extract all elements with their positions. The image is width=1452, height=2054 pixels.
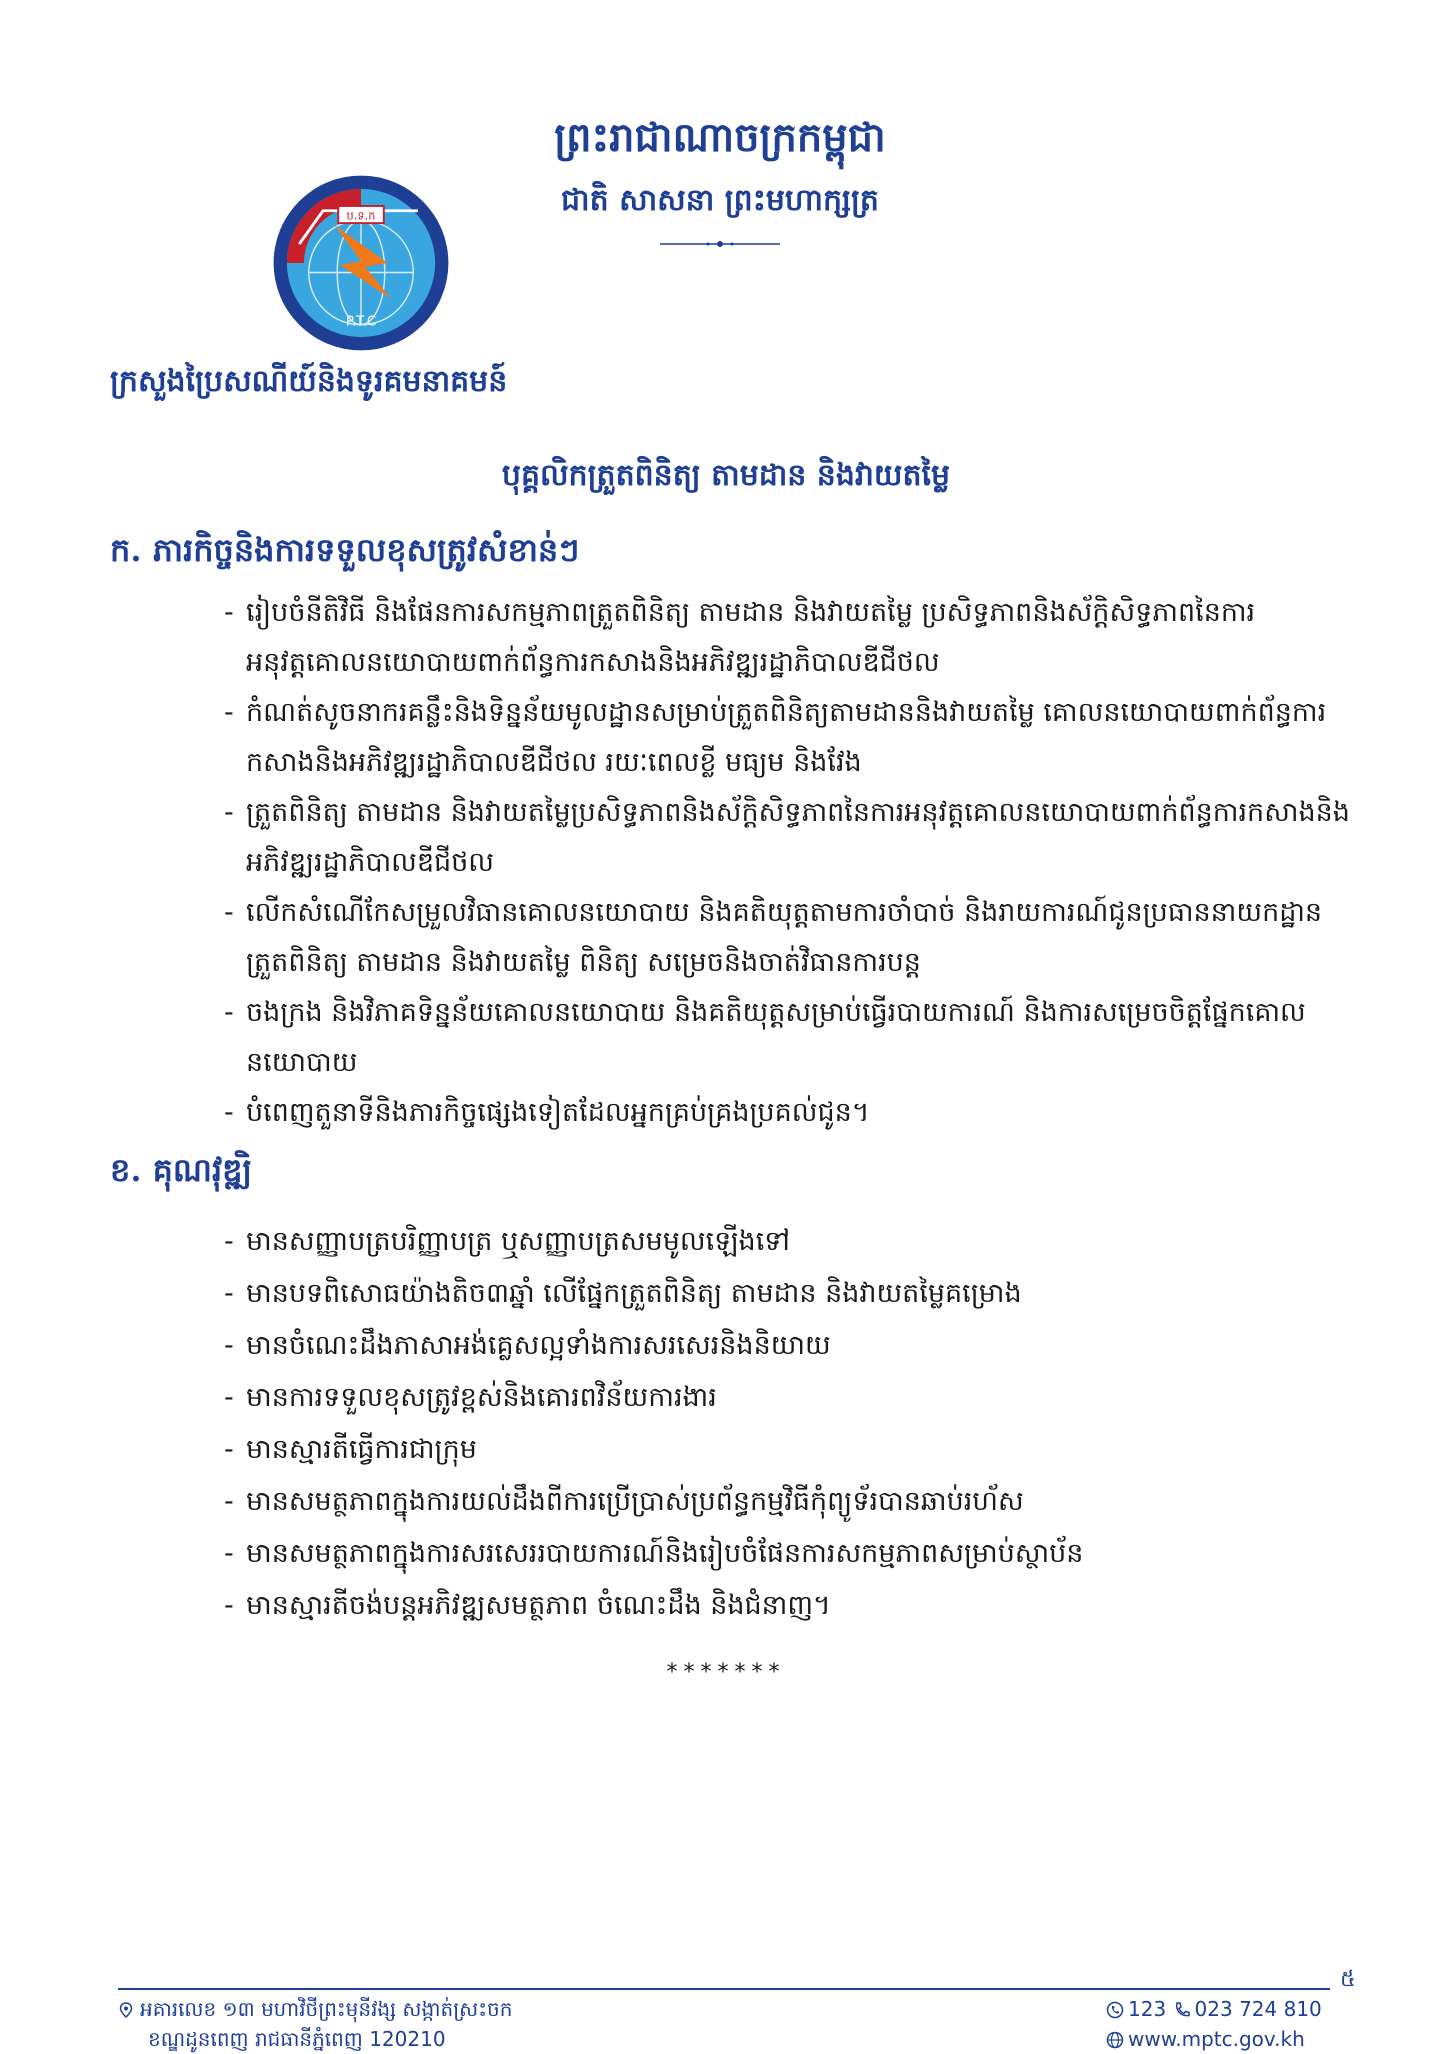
list-item: - កំណត់សូចនាករគន្លឹះនិងទិន្នន័យមូលដ្ឋានសម្រាប់ត្រួតពិនិត្យតាមដាននិងវាយតម្លៃ គោលនយោបាយពាក់ព័ន្ធការកសាងនិងអភិវឌ្ឍរដ្ឋាភិបាលឌីជីថល រយៈពេលខ្លី មធ្យម និងវែង (224, 688, 1364, 788)
footer-divider (118, 1988, 1330, 1990)
list-item: - មានស្មារតីធ្វើការជាក្រុម (224, 1424, 1364, 1476)
list-item: - មានការទទួលខុសត្រូវខ្ពស់និងគោរពវិន័យការងារ (224, 1372, 1364, 1424)
list-item: - បំពេញតួនាទីនិងភារកិច្ចផ្សេងទៀតដែលអ្នកគ្រប់គ្រងប្រគល់ជូន។ (224, 1088, 1364, 1138)
list-item: - ត្រួតពិនិត្យ តាមដាន និងវាយតម្លៃប្រសិទ្ធភាពនិងស័ក្តិសិទ្ធភាពនៃការអនុវត្តគោលនយោបាយពាក់ព័ន្ធការកសាងនិងអភិវឌ្ឍរដ្ឋាភិបាលឌីជីថល (224, 788, 1364, 888)
section-a-heading: ក. ភារកិច្ចនិងការទទួលខុសត្រូវសំខាន់ៗ (110, 531, 580, 569)
kingdom-title: ព្រះរាជាណាចក្រកម្ពុជា (554, 114, 886, 161)
phone-icon (1173, 2001, 1191, 2019)
hotline-icon (1106, 2001, 1124, 2019)
ministry-name: ក្រសួងប្រៃសណីយ៍និងទូរគមនាគមន៍ (110, 364, 508, 399)
svg-text:P.T.C: P.T.C (345, 314, 377, 330)
list-item: - មានសញ្ញាបត្របរិញ្ញាបត្រ ឬសញ្ញាបត្រសមមូលឡើងទៅ (224, 1216, 1364, 1268)
page-number: ៥ (1340, 1967, 1356, 1992)
ministry-logo (266, 168, 456, 358)
address-line-2: ខណ្ឌដូនពេញ រាជធានីភ្នំពេញ 120210 (148, 2027, 446, 2051)
list-item: - មានចំណេះដឹងភាសាអង់គ្លេសល្អទាំងការសរសេរនិងនិយាយ (224, 1320, 1364, 1372)
globe-icon (1106, 2031, 1124, 2049)
list-item: - មានសមត្ថភាពក្នុងការយល់ដឹងពីការប្រើប្រាស់ប្រព័ន្ធកម្មវិធីកុំព្យូទ័របានឆាប់រហ័ស (224, 1476, 1364, 1528)
address-line-1: អគារលេខ ១៣ មហាវិថីព្រះមុនីវង្ស សង្កាត់ស្រះចក (140, 1997, 513, 2021)
list-item: - លើកសំណើកែសម្រួលវិធានគោលនយោបាយ និងគតិយុត្តតាមការចាំបាច់ និងរាយការណ៍ជូនប្រធាននាយកដ្ឋានត្រួតពិនិត្យ តាមដាន និងវាយតម្លៃ ពិនិត្យ សម្រេចនិងចាត់វិធានការបន្ត (224, 888, 1364, 988)
list-item: - មានសមត្ថភាពក្នុងការសរសេររបាយការណ៍និងរៀបចំផែនការសកម្មភាពសម្រាប់ស្ថាប័ន (224, 1528, 1364, 1580)
location-pin-icon (118, 2002, 134, 2018)
list-item: - ចងក្រង និងវិភាគទិន្នន័យគោលនយោបាយ និងគតិយុត្តសម្រាប់ធ្វើរបាយការណ៍ និងការសម្រេចចិត្តផ្នែកគោលនយោបាយ (224, 988, 1364, 1088)
kingdom-heading (520, 112, 920, 253)
phone-number[interactable]: 023 724 810 (1194, 1997, 1322, 2021)
end-mark: ******* (666, 1660, 786, 1685)
ornament-divider (660, 239, 780, 249)
website-link[interactable]: www.mptc.gov.kh (1128, 2027, 1305, 2051)
document-title: បុគ្គលិកត្រួតពិនិត្យ តាមដាន និងវាយតម្លៃ (501, 458, 951, 493)
hotline-number[interactable]: 123 (1128, 1997, 1167, 2021)
section-b-heading: ខ. គុណវុឌ្ឍិ (110, 1151, 252, 1189)
section-b-list (224, 1216, 1364, 1632)
footer-address (118, 1994, 512, 2054)
list-item: - រៀបចំនីតិវិធី និងផែនការសកម្មភាពត្រួតពិនិត្យ តាមដាន និងវាយតម្លៃ ប្រសិទ្ធភាពនិងស័ក្តិសិទ្ធភាពនៃការអនុវត្តគោលនយោបាយពាក់ព័ន្ធការកសាងនិងអភិវឌ្ឍរដ្ឋាភិបាលឌីជីថល (224, 588, 1364, 688)
svg-text:ប.ទ.ក: ប.ទ.ក (346, 208, 376, 223)
national-motto: ជាតិ សាសនា ព្រះមហាក្សត្រ (561, 183, 879, 218)
footer-contact (1106, 1994, 1322, 2054)
list-item: - មានស្មារតីចង់បន្តអភិវឌ្ឍសមត្ថភាព ចំណេះដឹង និងជំនាញ។ (224, 1580, 1364, 1632)
section-a-list (224, 588, 1364, 1138)
list-item: - មានបទពិសោធយ៉ាងតិច៣ឆ្នាំ លើផ្នែកត្រួតពិនិត្យ តាមដាន និងវាយតម្លៃគម្រោង (224, 1268, 1364, 1320)
